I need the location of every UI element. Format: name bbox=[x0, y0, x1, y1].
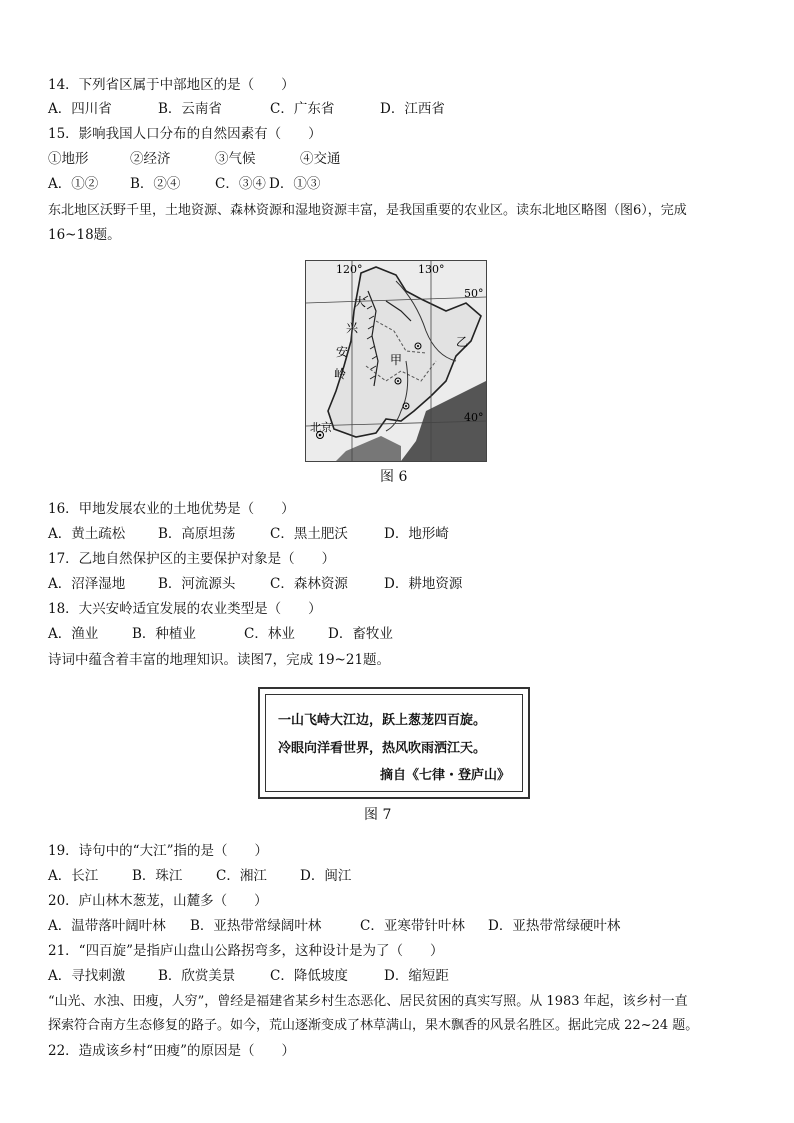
q20-option-a: A．温带落叶阔叶林 bbox=[48, 918, 166, 934]
q17-stem: 17．乙地自然保护区的主要保护对象是（ ） bbox=[48, 551, 336, 567]
q20-option-c: C．亚寒带针叶林 bbox=[360, 918, 465, 934]
q19-option-d: D．闽江 bbox=[300, 868, 352, 884]
q19-option-b: B．珠江 bbox=[132, 868, 183, 884]
map-label-beijing: 北京 bbox=[310, 421, 332, 434]
q15-factor-2: ②经济 bbox=[130, 151, 171, 167]
q21-stem: 21．“四百旋”是指庐山盘山公路拐弯多，这种设计是为了（ ） bbox=[48, 943, 444, 959]
q15-option-d: D．①③ bbox=[269, 176, 321, 192]
map-label-xing: 兴 bbox=[346, 321, 359, 335]
q17-option-a: A．沼泽湿地 bbox=[48, 576, 126, 592]
map-label-jia: 甲 bbox=[390, 353, 403, 367]
q15-factor-1: ①地形 bbox=[48, 151, 89, 167]
q21-option-d: D．缩短距 bbox=[384, 968, 449, 984]
map-lon-120: 120° bbox=[336, 263, 363, 276]
map-lat-50: 50° bbox=[464, 287, 484, 300]
map-label-yi: 乙 bbox=[456, 335, 469, 349]
q20-option-b: B．亚热带常绿阔叶林 bbox=[190, 918, 322, 934]
poem-source: 摘自《七律・登庐山》 bbox=[380, 768, 511, 783]
q15-option-a: A．①② bbox=[48, 176, 99, 192]
q18-option-d: D．畜牧业 bbox=[328, 626, 393, 642]
q21-option-a: A．寻找刺激 bbox=[48, 968, 126, 984]
intro-village-line1: “山光、水浊、田瘦，人穷”，曾经是福建省某乡村生态恶化、居民贫困的真实写照。从 1983 年起，该乡村一直 bbox=[48, 994, 688, 1009]
q18-option-a: A．渔业 bbox=[48, 626, 99, 642]
q22-stem: 22．造成该乡村“田瘦”的原因是（ ） bbox=[48, 1043, 295, 1059]
q21-options bbox=[48, 967, 449, 985]
poem-figure bbox=[258, 687, 530, 799]
intro-northeast-line2: 16~18题。 bbox=[48, 227, 121, 243]
q15-factor-3: ③气候 bbox=[215, 151, 256, 167]
northeast-map bbox=[305, 260, 487, 462]
figure-6-caption: 图 6 bbox=[380, 469, 408, 485]
q18-stem: 18．大兴安岭适宜发展的农业类型是（ ） bbox=[48, 601, 322, 617]
q14-option-a: A．四川省 bbox=[48, 101, 112, 117]
q17-option-c: C．森林资源 bbox=[270, 576, 348, 592]
intro-northeast-line1: 东北地区沃野千里，土地资源、森林资源和湿地资源丰富，是我国重要的农业区。读东北地区略图（图6），完成 bbox=[48, 203, 687, 218]
q14-option-b: B．云南省 bbox=[158, 101, 222, 117]
q17-options bbox=[48, 575, 462, 593]
intro-poem: 诗词中蕴含着丰富的地理知识。读图7，完成 19~21题。 bbox=[48, 652, 391, 668]
q16-options bbox=[48, 525, 449, 543]
q14-stem: 14．下列省区属于中部地区的是（ ） bbox=[48, 77, 295, 93]
figure-7-caption: 图 7 bbox=[364, 807, 392, 823]
q15-factors bbox=[48, 150, 341, 168]
q16-option-b: B．高原坦荡 bbox=[158, 526, 236, 542]
q19-option-a: A．长江 bbox=[48, 868, 99, 884]
q14-options bbox=[48, 100, 445, 118]
q19-option-c: C．湘江 bbox=[216, 868, 267, 884]
q21-option-c: C．降低坡度 bbox=[270, 968, 348, 984]
q20-stem: 20．庐山林木葱茏，山麓多（ ） bbox=[48, 893, 268, 909]
q15-stem: 15．影响我国人口分布的自然因素有（ ） bbox=[48, 126, 322, 142]
q16-option-d: D．地形崎 bbox=[384, 526, 449, 542]
q14-option-d: D．江西省 bbox=[380, 101, 445, 117]
q20-option-d: D．亚热带常绿硬叶林 bbox=[488, 918, 621, 934]
intro-village-line2: 探索符合南方生态修复的路子。如今，荒山逐渐变成了林草满山，果木飘香的风景名胜区。据此完成 22~24 题。 bbox=[48, 1018, 699, 1033]
q16-option-a: A．黄土疏松 bbox=[48, 526, 126, 542]
q21-option-b: B．欣赏美景 bbox=[158, 968, 236, 984]
poem-line-2: 冷眼向洋看世界，热风吹雨洒江天。 bbox=[278, 741, 487, 756]
q16-stem: 16．甲地发展农业的土地优势是（ ） bbox=[48, 501, 295, 517]
q19-stem: 19．诗句中的“大江”指的是（ ） bbox=[48, 843, 268, 859]
map-label-an: 安 bbox=[336, 345, 349, 359]
q18-options bbox=[48, 625, 393, 643]
map-label-da: 大 bbox=[354, 295, 367, 309]
q20-options bbox=[48, 917, 620, 935]
q16-option-c: C．黑土肥沃 bbox=[270, 526, 348, 542]
q14-option-c: C．广东省 bbox=[270, 101, 335, 117]
q17-option-b: B．河流源头 bbox=[158, 576, 236, 592]
map-lat-40: 40° bbox=[464, 411, 484, 424]
map-label-ling: 岭 bbox=[334, 367, 347, 381]
q19-options bbox=[48, 867, 351, 885]
q17-option-d: D．耕地资源 bbox=[384, 576, 463, 592]
q15-option-c: C．③④ bbox=[215, 176, 266, 192]
poem-line-1: 一山飞峙大江边，跃上葱茏四百旋。 bbox=[278, 713, 487, 728]
q15-option-b: B．②④ bbox=[130, 176, 181, 192]
map-lon-130: 130° bbox=[418, 263, 445, 276]
q18-option-b: B．种植业 bbox=[132, 626, 196, 642]
q15-factor-4: ④交通 bbox=[300, 151, 341, 167]
q15-options bbox=[48, 175, 320, 193]
q18-option-c: C．林业 bbox=[244, 626, 295, 642]
